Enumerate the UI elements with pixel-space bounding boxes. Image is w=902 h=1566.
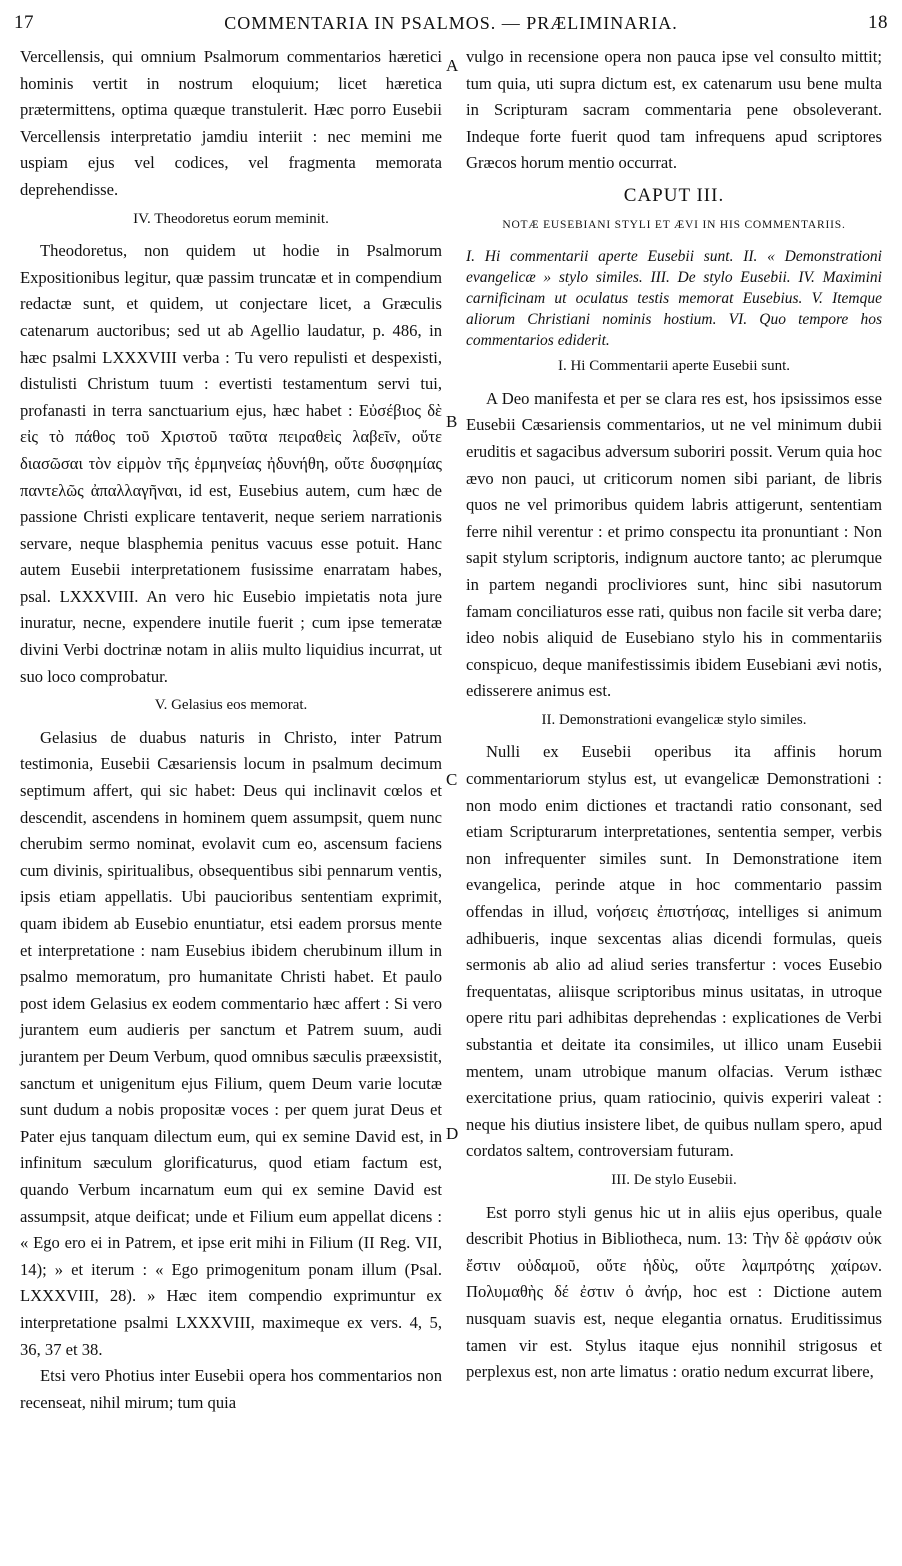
right-column <box>466 44 882 1386</box>
section-heading-v: V. Gelasius eos memorat. <box>154 697 308 714</box>
right-paragraph-4: Est porro styli genus hic ut in aliis ejus operibus, quale describit Photius in Bibliotheca, num. 13: Τὴν δὲ φράσιν οὐκ ἔστιν οὐδαμοῦ, οὔτε ἡδὺς, οὔτε λαμπρότης χαίρων. Πολυμαθὴς δέ ἐστιν ὁ ἀνήρ, hoc est : Dictione autem nusquam suavis est, neque elegantia ornatus. Eruditissimus tamen vir est. Stylus itaque ejus nonnihil strigosus et perplexus est, non arte limatus : oratio nedum excurrat libere, <box>466 1202 882 1382</box>
chapter-summary: I. Hi commentarii aperte Eusebii sunt. II. « Demonstrationi evangelicæ » stylo similes. III. De stylo Eusebii. IV. Maximini carnificinam ut oculatus testis memorat Eusebius. V. Itemque aliorum Christiani nominis hostium. VI. Quo tempore hos commentarios ediderit. <box>466 248 882 350</box>
right-paragraph-2: A Deo manifesta et per se clara res est, hos ipsissimos esse Eusebii Cæsariensis commentarios, ut ne vel minimum dubii eruditis et sagacibus adversum suboriri possit. Verum quia hoc ævo non pauci, ut criticorum nomen sibi pariant, de libris quos ne vel primoribus quidem labris attigerunt, sententiam ferre nihil verentur : et primo conspectu ita pronuntiant : Non sapit stylum scriptoris, indignum auctore tanto; ac plerumque in partem negandi procliviores sunt, hinc sibi nasutorum famam conciliaturos esse rati, quibus non facile sit verba dare; ideo nobis aliquid de Eusebiano stylo his in commentariis conspicuo, deque manifestissimis ibidem Eusebiani ævi notis, edisserere animus est. <box>466 388 882 701</box>
left-paragraph-4: Etsi vero Photius inter Eusebii opera hos commentarios non recenseat, nihil mirum; tum quia <box>20 1366 442 1412</box>
chapter-subtitle: NOTÆ EUSEBIANI STYLI ET ÆVI IN HIS COMMENTARIIS. <box>502 218 846 231</box>
left-column <box>20 44 442 1416</box>
left-page-number: 17 <box>14 12 34 33</box>
page-header <box>14 10 888 36</box>
section-heading-ii: II. Demonstrationi evangelicæ stylo similes. <box>541 711 807 728</box>
right-page-number: 18 <box>867 12 888 33</box>
left-paragraph-3: Gelasius de duabus naturis in Christo, inter Patrum testimonia, Eusebii Cæsariensis locum in psalmum decimum septimum affert, qui sic habet: Deus qui inclinavit cœlos et descendit, ascendens in hominem quem assumpsit, quem nunc cherubim sermo nominat, evolavit cum eo, ascensum faciens cum divinis, spiritualibus, obsequentibus sibi pennarum ventis, ipsis etiam appellatis. Ubi paucioribus sententiam exprimit, quam ibidem ab Eusebio enuntiatur, etsi eadem prorsus mente et interpretatione : nam Eusebius ibidem cherubinum illum in psalmo memoratum, pro humanitate Christi habet. Et paulo post idem Gelasius ex eodem commentario hæc affert : Si vero jurantem eum audieris per sanctum et Patrem suum, audi jurantem per Deum Verbum, quod omnibus sæculis præexsistit, sanctum et unigenitum ejus Filium, quem Deum varie locutæ sunt dudum a nobis propositæ voces : per quem jurat Deus et Pater ejus tanquam dilectum eum, qui ex semine David est, in infinitum sæculum glorificaturus, quod etiam factum est, quando Verbum incarnatum eum qui ex semine David est assumpsit, atque deificat; unde et Filium eum appellat dicens : « Ego ero ei in Patrem, et ipse erit mihi in Filium (II Reg. VII, 14); » et iterum : « Ego primogenitum ponam illum (Psal. LXXXVIII, 28). » Hæc item compendio exprimuntur ex interpretatione psalmi LXXXVIII, maximeque ex vers. 4, 5, 36, 37 et 38. <box>20 727 442 1359</box>
chapter-title: CAPUT III. <box>623 184 725 206</box>
margin-marker-d: D <box>446 1124 459 1143</box>
margin-marker-b: B <box>446 412 458 431</box>
margin-marker-c: C <box>446 770 458 789</box>
right-paragraph-1: vulgo in recensione opera non pauca ipse vel consulto mittit; tum quia, uti supra dictum est, ex catenarum usu bene multa in Scripturam sacram commentaria pene obsoleverant. Indeque forte fuerit quod tam infrequens apud scriptores Græcos horum mentio occurrat. <box>466 47 882 173</box>
section-heading-iii: III. De stylo Eusebii. <box>611 1171 737 1188</box>
section-heading-iv: IV. Theodoretus eorum meminit. <box>133 210 329 227</box>
margin-marker-a: A <box>446 56 459 75</box>
left-paragraph-1: Vercellensis, qui omnium Psalmorum commentarios hæretici hominis vertit in nostrum eloquium; licet hæretica prætermittens, optima quæque transtulerit. Hæc porro Eusebii Vercellensis interpretatio jamdiu interiit : nec memini me uspiam ejus vel codices, vel fragmenta memorata deprehendisse. <box>20 47 442 199</box>
running-title: COMMENTARIA IN PSALMOS. — PRÆLIMINARIA. <box>224 12 678 33</box>
left-paragraph-2: Theodoretus, non quidem ut hodie in Psalmorum Expositionibus legitur, quæ passim truncatæ et in compendium redactæ sunt, et quidem, ut conjectare licet, a Græculis catenarum auctoribus; sed ut ab Agellio laudatur, p. 486, in hæc psalmi LXXXVIII verba : Tu vero repulisti et despexisti, distulisti Christum tuum : evertisti testamentum servi tui, profanasti in terra sanctuarium ejus, hæc habet : Εὐσέβιος δὲ εἰς τὸ πάθος τοῦ Χριστοῦ ταῦτα πειραθεὶς λαβεῖν, οὔτε διασῶσαι τὸν εἱρμὸν τῆς ἑρμηνείας ἠδυνήθη, οὔτε δυσφημίας παντελῶς ἀπαλλαγῆναι, id est, Eusebius autem, cum hæc de passione Christi explicare tentaverit, neque seriem narrationis servare, neque blasphemia penitus vacuus esse potuit. Hanc autem Eusebii interpretationem fusissime enarratam habes, psal. LXXXVIII. An vero hic Eusebio impietatis nota jure inuratur, necne, expendere inutile fuerit ; cum ipse temeratæ divini Verbi doctrinæ notam in aliis multo liquidius incurrat, ut suo loco comprobatur. <box>20 241 442 686</box>
section-heading-i: I. Hi Commentarii aperte Eusebii sunt. <box>557 358 791 375</box>
right-paragraph-3: Nulli ex Eusebii operibus ita affinis horum commentariorum stylus est, ut evangelicæ Demonstrationi : non modo enim dictiones et tractandi ratio consonant, sed etiam Scripturarum interpretationes, sententia semper, verbis non infrequenter similes sunt. In Demonstratione item evangelica, perinde atque in hoc commentario passim offendas in illud, νοήσεις ἐπιστήσας, intelliges si animum adhibueris, inque sexcentas alias dicendi formulas, queis sermonis ab alio ad aliud series transfertur : voces Eusebio frequentatas, aliisque scriptoribus minus usitatas, in utroque opere ritu pari adhibitas deprehendas : explicationes de Verbi substantia et deitate ita consimiles, ut illico unam Eusebii mentem, unam utrobique manum olfacias. Verum isthæc exercitatione prius, quam ratiocinio, quivis experiri valeat : neque his diutius insistere libet, de quibus nullam spero, apud cordatos saltem, controversiam futuram. <box>466 742 882 1161</box>
